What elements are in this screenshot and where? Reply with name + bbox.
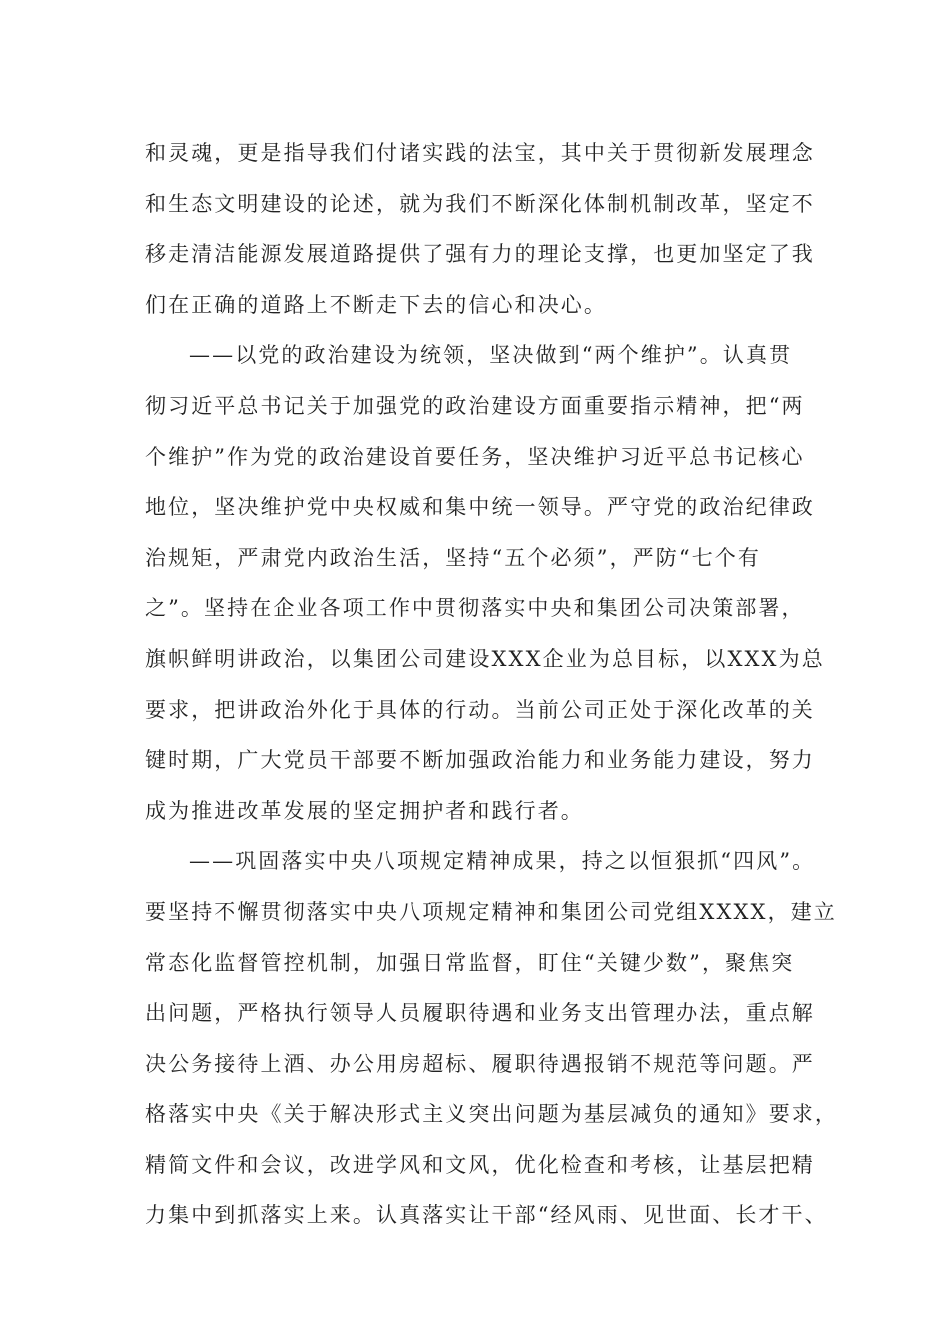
text-line: 力集中到抓落实上来。认真落实让干部“经风雨、见世面、长才干、 bbox=[145, 1203, 828, 1228]
text-line: 精简文件和会议，改进学风和文风，优化检查和考核，让基层把精 bbox=[145, 1152, 815, 1177]
text-line: 常态化监督管控机制，加强日常监督，盯住“关键少数”，聚焦突 bbox=[145, 950, 795, 975]
text-line: 和生态文明建设的论述，就为我们不断深化体制机制改革，坚定不 bbox=[145, 191, 815, 216]
text-line: 格落实中央《关于解决形式主义突出问题为基层减负的通知》要求， bbox=[145, 1102, 838, 1127]
text-line: 要坚持不懈贯彻落实中央八项规定精神和集团公司党组XXXX，建立 bbox=[145, 899, 837, 924]
text-line: 个维护”作为党的政治建设首要任务，坚决维护习近平总书记核心 bbox=[145, 444, 805, 469]
text-line: 旗帜鲜明讲政治，以集团公司建设XXX企业为总目标，以XXX为总 bbox=[145, 646, 825, 671]
paragraph-heading-line: ——以党的政治建设为统领，坚决做到“两个维护”。认真贯 bbox=[189, 343, 793, 368]
text-line: 们在正确的道路上不断走下去的信心和决心。 bbox=[145, 292, 607, 317]
text-line: 决公务接待上酒、办公用房超标、履职待遇报销不规范等问题。严 bbox=[145, 1051, 815, 1076]
text-line: 彻习近平总书记关于加强党的政治建设方面重要指示精神，把“两 bbox=[145, 393, 805, 418]
text-line: 移走清洁能源发展道路提供了强有力的理论支撑，也更加坚定了我 bbox=[145, 242, 815, 267]
text-line: 出问题，严格执行领导人员履职待遇和业务支出管理办法，重点解 bbox=[145, 1001, 815, 1026]
text-line: 要求，把讲政治外化于具体的行动。当前公司正处于深化改革的关 bbox=[145, 697, 815, 722]
text-line: 治规矩，严肃党内政治生活，坚持“五个必须”，严防“七个有 bbox=[145, 545, 762, 570]
text-line: 键时期，广大党员干部要不断加强政治能力和业务能力建设，努力 bbox=[145, 748, 815, 773]
text-line: 成为推进改革发展的坚定拥护者和践行者。 bbox=[145, 798, 584, 823]
text-line: 地位，坚决维护党中央权威和集中统一领导。严守党的政治纪律政 bbox=[145, 495, 815, 520]
paragraph-heading-line: ——巩固落实中央八项规定精神成果，持之以恒狠抓“四风”。 bbox=[189, 849, 816, 874]
text-line: 和灵魂，更是指导我们付诸实践的法宝，其中关于贯彻新发展理念 bbox=[145, 141, 815, 165]
text-line: 之”。坚持在企业各项工作中贯彻落实中央和集团公司决策部署， bbox=[145, 596, 805, 621]
body-text bbox=[145, 128, 838, 1241]
